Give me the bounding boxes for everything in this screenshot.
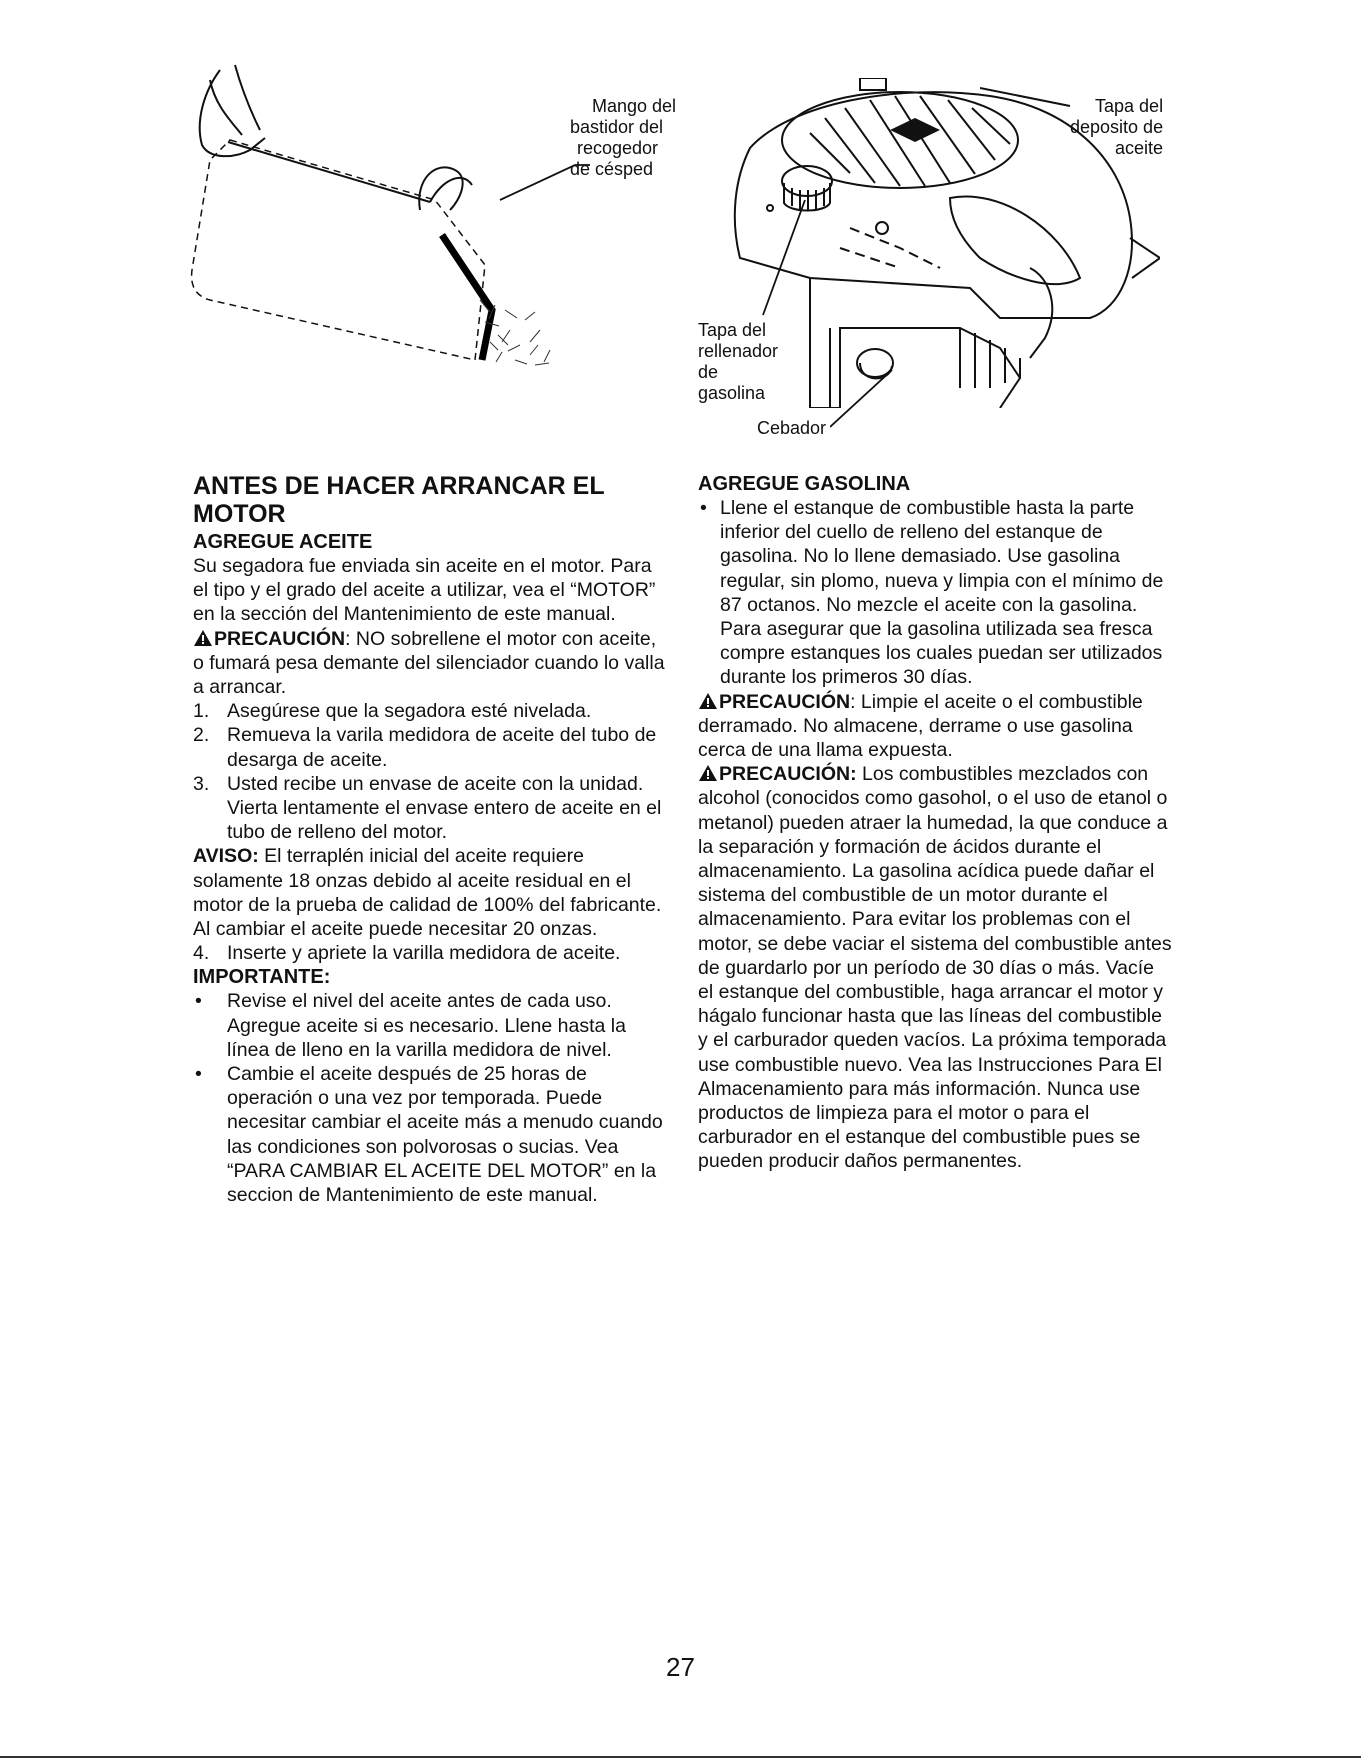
list-item bbox=[193, 989, 671, 1062]
label-line: de césped bbox=[570, 159, 654, 179]
step-number: 2. bbox=[193, 724, 210, 747]
notice-keyword: AVISO: bbox=[193, 845, 259, 868]
warning-triangle-icon bbox=[698, 692, 718, 710]
page-bottom-rule bbox=[0, 1756, 1361, 1758]
page-number: 27 bbox=[666, 1652, 695, 1682]
label-line: deposito de bbox=[1070, 117, 1164, 137]
bullet-text: Revise el nivel del aceite antes de cada uso. Agregue aceite si es necesario. Llene hasta la línea de lleno en la varilla medidora de nivel. bbox=[227, 990, 626, 1061]
left-text-column bbox=[193, 472, 671, 1207]
warning-triangle-icon bbox=[698, 764, 718, 782]
step-4 bbox=[193, 941, 671, 965]
add-oil-intro: Su segadora fue enviada sin aceite en el motor. Para el tipo y el grado del aceite a utilizar, vea el “MOTOR” en la sección del Mantenimiento de este manual. bbox=[193, 555, 656, 626]
caution-keyword: PRECAUCIÓN bbox=[214, 627, 346, 650]
label-line: Tapa del bbox=[698, 320, 767, 340]
important-bullets bbox=[193, 989, 671, 1207]
oil-cap-leader-line bbox=[980, 82, 1100, 112]
label-line: gasolina bbox=[698, 383, 766, 403]
label-line: de bbox=[698, 362, 719, 382]
bullet-text: Llene el estanque de combustible hasta la parte inferior del cuello de relleno del estanque de gasolina. No lo llene demasiado. Use gasolina regular, sin plomo, nueva y limpia con el mínimo de 87 octanos. No mezcle el aceite con la gasolina. Para asegurar que la gasolina utilizada sea fresca compre estanques los cuales puedan ser utilizados durante los primeros 30 días. bbox=[720, 497, 1164, 689]
list-item bbox=[698, 496, 1172, 690]
step-number: 3. bbox=[193, 772, 210, 795]
fuel-cap-leader-line bbox=[755, 200, 815, 320]
add-oil-heading: AGREGUE ACEITE bbox=[193, 531, 373, 553]
list-item bbox=[193, 699, 671, 723]
primer-label: Cebador bbox=[757, 418, 827, 438]
step-text: Usted recibe un envase de aceite con la unidad. Vierta lentamente el envase entero de aceite en el tubo de relleno del motor. bbox=[227, 772, 662, 844]
step-text: Inserte y apriete la varilla medidora de aceite. bbox=[227, 942, 621, 965]
right-text-column bbox=[698, 472, 1172, 1174]
list-item bbox=[193, 772, 671, 845]
handle-leader-line bbox=[480, 150, 600, 210]
step-text: Remueva la varila medidora de aceite del tubo de desarga de aceite. bbox=[227, 724, 657, 771]
list-item bbox=[193, 1062, 671, 1207]
label-line: Tapa del bbox=[1095, 96, 1164, 116]
caution-text: : Limpie el aceite o el combustible derramado. No almacene, derrame o use gasolina cerca de una llama expuesta. bbox=[698, 690, 1143, 762]
label-line: aceite bbox=[1115, 138, 1164, 158]
caution-keyword: PRECAUCIÓN bbox=[719, 690, 851, 713]
important-heading: IMPORTANTE: bbox=[193, 966, 331, 989]
bullet-dot: • bbox=[195, 990, 202, 1013]
label-line: Mango del bbox=[592, 96, 677, 116]
step-number: 4. bbox=[193, 942, 210, 965]
oil-notice bbox=[193, 844, 671, 941]
add-gas-heading: AGREGUE GASOLINA bbox=[698, 473, 911, 495]
gas-bullets bbox=[698, 496, 1172, 690]
list-item bbox=[193, 723, 671, 771]
bullet-dot: • bbox=[700, 497, 707, 519]
caution-text: : NO sobrellene el motor con aceite, o fumará pesa demante del silenciador cuando lo valla a arrancar. bbox=[193, 627, 665, 699]
caution-keyword: PRECAUCIÓN: bbox=[719, 763, 857, 786]
oil-steps-list bbox=[193, 699, 671, 844]
fuel-fill-cap-label bbox=[698, 320, 778, 404]
bullet-text: Cambie el aceite después de 25 horas de operación o una vez por temporada. Puede necesitar cambiar el aceite más a menudo cuando las condiciones son polvorosas o sucias. Vea “PARA CAMBIAR EL ACEITE DEL MOTOR” en la seccion de Mantenimiento de este manual. bbox=[227, 1063, 663, 1207]
gas-caution-1 bbox=[698, 690, 1172, 763]
caution-text: Los combustibles mezclados con alcohol (conocidos como gasohol, o el uso de etanol o metanol) pueden atraer la humedad, la que conduce a la separación y formación de ácidos durante el almacenamiento. La gasolina acídica puede dañar el sistema del combustible de un motor durante el almacenamiento. Para evitar los problemas con el motor, se debe vaciar el sistema del combustible antes de guardarlo por un período de 30 días o más. Vacíe el estanque del combustible, haga arrancar el motor y hágalo funcionar hasta que las líneas del combustible y el carburador queden vacíos. La próxima temporada use combustible nuevo. Vea las Instrucciones Para El Almacenamiento para más información. Nunca use productos de limpieza para el motor o para el carburador en el estanque del combustible pues se pueden producir daños permanentes. bbox=[698, 763, 1172, 1173]
label-line: rellenador bbox=[698, 341, 779, 361]
label-line: bastidor del bbox=[570, 117, 664, 137]
gas-caution-2 bbox=[698, 762, 1172, 1173]
oil-caution bbox=[193, 627, 671, 700]
label-line: recogedor bbox=[577, 138, 659, 158]
step-number: 1. bbox=[193, 700, 210, 723]
primer-leader-line bbox=[830, 362, 910, 432]
step-text: Asegúrese que la segadora esté nivelada. bbox=[227, 700, 592, 723]
section-title: ANTES DE HACER ARRANCAR EL MOTOR bbox=[193, 472, 605, 528]
bullet-dot: • bbox=[195, 1063, 202, 1086]
notice-text: El terraplén inicial del aceite requiere solamente 18 onzas debido al aceite residual en el motor de la prueba de calidad de 100% del fabricante. Al cambiar el aceite puede necesitar 20 onzas. bbox=[193, 845, 662, 941]
warning-triangle-icon bbox=[193, 629, 213, 647]
